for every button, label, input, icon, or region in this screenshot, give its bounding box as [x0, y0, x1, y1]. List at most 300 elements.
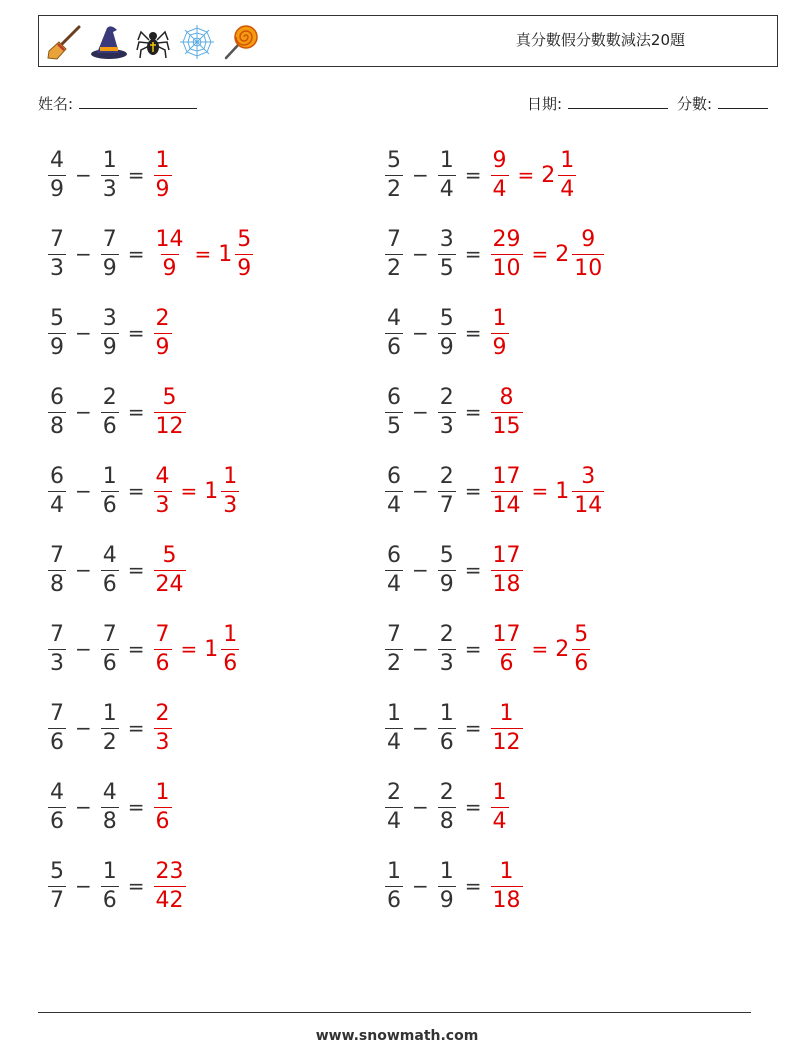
numerator: 3 — [102, 305, 117, 331]
date-field — [527, 93, 668, 114]
equals-sign: = — [127, 795, 145, 819]
minus-sign: − — [75, 400, 92, 424]
answer-fraction — [154, 779, 172, 834]
denominator: 10 — [574, 255, 603, 281]
numerator: 1 — [439, 858, 454, 884]
numerator: 5 — [237, 226, 252, 252]
minus-sign: − — [412, 242, 429, 266]
answer — [489, 858, 525, 913]
problem-2 — [383, 145, 578, 205]
minus-sign: − — [412, 163, 429, 187]
minuend-fraction — [385, 226, 403, 281]
problem-18 — [383, 777, 511, 837]
denominator: 6 — [223, 650, 238, 676]
subtrahend-fraction — [101, 858, 119, 913]
numerator: 1 — [223, 621, 238, 647]
subtrahend-fraction — [101, 463, 119, 518]
minuend-fraction — [385, 305, 403, 360]
equals-sign: = — [464, 637, 482, 661]
equals-sign: = — [127, 479, 145, 503]
minus-sign: − — [412, 400, 429, 424]
denominator: 6 — [574, 650, 589, 676]
name-blank — [79, 94, 197, 109]
numerator: 1 — [439, 147, 454, 173]
denominator: 4 — [50, 492, 64, 518]
numerator: 1 — [102, 147, 117, 173]
denominator: 9 — [102, 255, 117, 281]
answer — [152, 384, 188, 439]
numerator: 6 — [50, 384, 64, 410]
denominator: 3 — [50, 255, 64, 281]
denominator: 9 — [162, 255, 177, 281]
mixed-fraction — [572, 463, 604, 518]
minus-sign: − — [75, 558, 92, 582]
numerator: 2 — [439, 463, 454, 489]
equals-sign: = — [531, 242, 549, 266]
subtrahend-fraction — [438, 305, 456, 360]
minuend-fraction — [48, 384, 66, 439]
numerator: 29 — [492, 226, 521, 252]
answer-fraction — [491, 305, 509, 360]
problem-4 — [383, 224, 606, 284]
numerator: 1 — [439, 700, 454, 726]
minus-sign: − — [412, 321, 429, 345]
subtrahend-fraction — [438, 700, 456, 755]
minus-sign: − — [412, 716, 429, 740]
numerator: 6 — [387, 384, 401, 410]
answer — [152, 305, 174, 360]
subtrahend-fraction — [438, 463, 456, 518]
answer-fraction — [154, 700, 172, 755]
subtrahend-fraction — [101, 305, 119, 360]
numerator: 5 — [162, 542, 177, 568]
denominator: 4 — [387, 571, 401, 597]
mixed-fraction — [572, 226, 604, 281]
answer-fraction — [491, 779, 509, 834]
equals-sign: = — [464, 874, 482, 898]
minuend-fraction — [48, 226, 66, 281]
numerator: 1 — [387, 700, 401, 726]
denominator: 8 — [439, 808, 454, 834]
denominator: 4 — [560, 176, 575, 202]
subtrahend-fraction — [101, 621, 119, 676]
equals-sign: = — [464, 163, 482, 187]
denominator: 3 — [50, 650, 64, 676]
equals-sign: = — [127, 400, 145, 424]
denominator: 3 — [102, 176, 117, 202]
mixed-fraction — [221, 621, 239, 676]
answer — [152, 621, 242, 676]
minus-sign: − — [75, 795, 92, 819]
denominator: 4 — [387, 808, 401, 834]
mixed-whole: 1 — [218, 241, 233, 267]
subtrahend-fraction — [438, 226, 456, 281]
numerator: 1 — [223, 463, 238, 489]
denominator: 9 — [237, 255, 252, 281]
numerator: 4 — [102, 779, 117, 805]
numerator: 2 — [439, 621, 454, 647]
numerator: 5 — [162, 384, 177, 410]
denominator: 4 — [387, 492, 401, 518]
numerator: 2 — [439, 779, 454, 805]
denominator: 9 — [102, 334, 117, 360]
minus-sign: − — [75, 874, 92, 898]
denominator: 6 — [102, 650, 117, 676]
denominator: 8 — [50, 413, 64, 439]
denominator: 8 — [102, 808, 117, 834]
numerator: 7 — [387, 621, 401, 647]
equals-sign: = — [464, 716, 482, 740]
answer — [489, 305, 511, 360]
denominator: 7 — [439, 492, 454, 518]
numerator: 1 — [560, 147, 575, 173]
problem-8 — [383, 382, 525, 442]
mixed-whole: 1 — [204, 478, 219, 504]
numerator: 17 — [492, 621, 521, 647]
numerator: 1 — [102, 463, 117, 489]
numerator: 8 — [499, 384, 514, 410]
answer — [152, 858, 188, 913]
denominator: 3 — [223, 492, 238, 518]
numerator: 1 — [155, 147, 170, 173]
denominator: 9 — [439, 887, 454, 913]
witch-hat-icon — [89, 22, 129, 62]
numerator: 2 — [387, 779, 401, 805]
subtrahend-fraction — [101, 700, 119, 755]
denominator: 24 — [155, 571, 184, 597]
numerator: 14 — [155, 226, 184, 252]
footer-url: www.snowmath.com — [315, 1028, 479, 1044]
numerator: 5 — [574, 621, 589, 647]
equals-sign: = — [464, 795, 482, 819]
mixed-whole: 1 — [555, 478, 570, 504]
denominator: 4 — [439, 176, 454, 202]
answer-fraction — [154, 147, 172, 202]
numerator: 1 — [155, 779, 170, 805]
date-blank — [568, 94, 668, 109]
numerator: 1 — [499, 858, 514, 884]
equals-sign: = — [127, 558, 145, 582]
numerator: 4 — [50, 779, 64, 805]
answer — [152, 226, 256, 281]
minus-sign: − — [412, 795, 429, 819]
minus-sign: − — [75, 716, 92, 740]
denominator: 6 — [499, 650, 514, 676]
numerator: 9 — [492, 147, 507, 173]
minuend-fraction — [48, 700, 66, 755]
answer-fraction — [491, 700, 523, 755]
minuend-fraction — [48, 621, 66, 676]
denominator: 6 — [50, 729, 64, 755]
answer-fraction — [154, 542, 186, 597]
problem-3 — [46, 224, 255, 284]
spider-web-icon — [177, 22, 217, 62]
denominator: 5 — [387, 413, 401, 439]
numerator: 5 — [439, 305, 454, 331]
denominator: 6 — [102, 571, 117, 597]
denominator: 4 — [492, 808, 507, 834]
subtrahend-fraction — [438, 779, 456, 834]
answer-fraction — [491, 621, 523, 676]
numerator: 1 — [102, 700, 117, 726]
numerator: 9 — [581, 226, 596, 252]
minuend-fraction — [48, 542, 66, 597]
worksheet-title: 真分數假分數數減法20題 — [515, 31, 685, 49]
minuend-fraction — [385, 542, 403, 597]
minuend-fraction — [48, 305, 66, 360]
denominator: 3 — [439, 413, 454, 439]
denominator: 6 — [387, 334, 401, 360]
problem-15 — [46, 698, 174, 758]
numerator: 7 — [102, 226, 117, 252]
problem-13 — [46, 619, 241, 679]
minus-sign: − — [75, 163, 92, 187]
minuend-fraction — [385, 621, 403, 676]
problem-17 — [46, 777, 174, 837]
equals-sign: = — [531, 479, 549, 503]
denominator: 7 — [50, 887, 64, 913]
numerator: 17 — [492, 463, 521, 489]
numerator: 7 — [387, 226, 401, 252]
minuend-fraction — [48, 147, 66, 202]
subtrahend-fraction — [438, 542, 456, 597]
subtrahend-fraction — [438, 384, 456, 439]
denominator: 12 — [492, 729, 521, 755]
problem-1 — [46, 145, 174, 205]
denominator: 3 — [439, 650, 454, 676]
equals-sign: = — [531, 637, 549, 661]
numerator: 4 — [50, 147, 64, 173]
denominator: 2 — [387, 650, 401, 676]
minus-sign: − — [412, 874, 429, 898]
problem-10 — [383, 461, 606, 521]
mixed-whole: 2 — [555, 241, 570, 267]
score-field — [677, 93, 768, 114]
subtrahend-fraction — [101, 384, 119, 439]
minuend-fraction — [385, 700, 403, 755]
answer-fraction — [491, 858, 523, 913]
answer-fraction — [491, 147, 509, 202]
equals-sign: = — [127, 637, 145, 661]
answer — [489, 463, 607, 518]
problem-9 — [46, 461, 241, 521]
numerator: 4 — [155, 463, 170, 489]
problem-16 — [383, 698, 525, 758]
minus-sign: − — [75, 321, 92, 345]
denominator: 6 — [155, 650, 170, 676]
numerator: 23 — [155, 858, 184, 884]
answer — [489, 779, 511, 834]
equals-sign: = — [180, 479, 198, 503]
equals-sign: = — [127, 321, 145, 345]
score-blank — [718, 94, 768, 109]
denominator: 6 — [102, 492, 117, 518]
denominator: 9 — [492, 334, 507, 360]
answer — [152, 147, 174, 202]
denominator: 9 — [439, 571, 454, 597]
subtrahend-fraction — [438, 621, 456, 676]
minuend-fraction — [48, 779, 66, 834]
numerator: 1 — [492, 305, 507, 331]
problem-11 — [46, 540, 188, 600]
numerator: 2 — [439, 384, 454, 410]
minuend-fraction — [385, 779, 403, 834]
minuend-fraction — [48, 858, 66, 913]
problem-19 — [46, 856, 188, 916]
denominator: 6 — [439, 729, 454, 755]
minuend-fraction — [385, 147, 403, 202]
name-field — [38, 93, 197, 114]
equals-sign: = — [464, 558, 482, 582]
denominator: 6 — [102, 887, 117, 913]
denominator: 14 — [574, 492, 603, 518]
denominator: 9 — [155, 176, 170, 202]
answer — [152, 542, 188, 597]
denominator: 14 — [492, 492, 521, 518]
denominator: 9 — [50, 334, 64, 360]
answer-fraction — [154, 384, 186, 439]
minus-sign: − — [75, 479, 92, 503]
answer-fraction — [154, 858, 186, 913]
answer-fraction — [491, 226, 523, 281]
denominator: 18 — [492, 887, 521, 913]
equals-sign: = — [464, 242, 482, 266]
equals-sign: = — [464, 321, 482, 345]
equals-sign: = — [194, 242, 212, 266]
denominator: 6 — [155, 808, 170, 834]
minuend-fraction — [385, 858, 403, 913]
numerator: 5 — [439, 542, 454, 568]
problem-6 — [383, 303, 511, 363]
numerator: 7 — [50, 226, 64, 252]
equals-sign: = — [127, 716, 145, 740]
answer-fraction — [491, 463, 523, 518]
numerator: 2 — [155, 700, 170, 726]
equals-sign: = — [517, 163, 535, 187]
denominator: 9 — [439, 334, 454, 360]
minus-sign: − — [75, 637, 92, 661]
worksheet-header — [38, 15, 778, 67]
numerator: 5 — [50, 858, 64, 884]
numerator: 3 — [439, 226, 454, 252]
answer — [489, 226, 607, 281]
numerator: 5 — [50, 305, 64, 331]
denominator: 12 — [155, 413, 184, 439]
denominator: 2 — [102, 729, 117, 755]
numerator: 4 — [102, 542, 117, 568]
numerator: 17 — [492, 542, 521, 568]
denominator: 6 — [387, 887, 401, 913]
score-label: 分數: — [677, 95, 713, 113]
mixed-fraction — [572, 621, 590, 676]
equals-sign: = — [180, 637, 198, 661]
denominator: 2 — [387, 255, 401, 281]
lollipop-icon — [221, 22, 261, 62]
minus-sign: − — [412, 558, 429, 582]
numerator: 1 — [492, 779, 507, 805]
answer — [489, 621, 593, 676]
problem-5 — [46, 303, 174, 363]
equals-sign: = — [127, 242, 145, 266]
mixed-fraction — [235, 226, 253, 281]
answer — [152, 779, 174, 834]
denominator: 6 — [50, 808, 64, 834]
name-label: 姓名: — [38, 95, 74, 113]
numerator: 2 — [102, 384, 117, 410]
answer — [152, 700, 174, 755]
minuend-fraction — [385, 384, 403, 439]
numerator: 4 — [387, 305, 401, 331]
denominator: 10 — [492, 255, 521, 281]
numerator: 7 — [102, 621, 117, 647]
problem-7 — [46, 382, 188, 442]
subtrahend-fraction — [101, 542, 119, 597]
numerator: 6 — [387, 542, 401, 568]
date-label: 日期: — [527, 95, 563, 113]
numerator: 1 — [387, 858, 401, 884]
minus-sign: − — [412, 479, 429, 503]
numerator: 6 — [387, 463, 401, 489]
subtrahend-fraction — [438, 147, 456, 202]
denominator: 3 — [155, 729, 170, 755]
denominator: 9 — [50, 176, 64, 202]
equals-sign: = — [464, 479, 482, 503]
equals-sign: = — [127, 163, 145, 187]
denominator: 5 — [439, 255, 454, 281]
denominator: 2 — [387, 176, 401, 202]
mixed-fraction — [221, 463, 239, 518]
answer — [489, 542, 525, 597]
denominator: 6 — [102, 413, 117, 439]
problem-20 — [383, 856, 525, 916]
denominator: 9 — [155, 334, 170, 360]
answer-fraction — [154, 463, 172, 518]
icon-strip — [45, 20, 261, 64]
subtrahend-fraction — [438, 858, 456, 913]
answer — [489, 700, 525, 755]
denominator: 18 — [492, 571, 521, 597]
problem-12 — [383, 540, 525, 600]
numerator: 7 — [155, 621, 170, 647]
minuend-fraction — [48, 463, 66, 518]
footer-divider — [38, 1012, 751, 1013]
numerator: 6 — [50, 463, 64, 489]
spider-icon — [133, 22, 173, 62]
denominator: 42 — [155, 887, 184, 913]
numerator: 3 — [581, 463, 596, 489]
denominator: 3 — [155, 492, 170, 518]
problem-14 — [383, 619, 592, 679]
answer-fraction — [154, 621, 172, 676]
answer-fraction — [154, 305, 172, 360]
subtrahend-fraction — [101, 147, 119, 202]
equals-sign: = — [127, 874, 145, 898]
numerator: 1 — [102, 858, 117, 884]
answer — [152, 463, 242, 518]
numerator: 1 — [499, 700, 514, 726]
equals-sign: = — [464, 400, 482, 424]
minus-sign: − — [75, 242, 92, 266]
broom-icon — [45, 22, 85, 62]
answer — [489, 384, 525, 439]
denominator: 4 — [492, 176, 507, 202]
answer-fraction — [491, 384, 523, 439]
minuend-fraction — [385, 463, 403, 518]
mixed-fraction — [558, 147, 576, 202]
numerator: 2 — [155, 305, 170, 331]
denominator: 15 — [492, 413, 521, 439]
mixed-whole: 1 — [204, 636, 219, 662]
